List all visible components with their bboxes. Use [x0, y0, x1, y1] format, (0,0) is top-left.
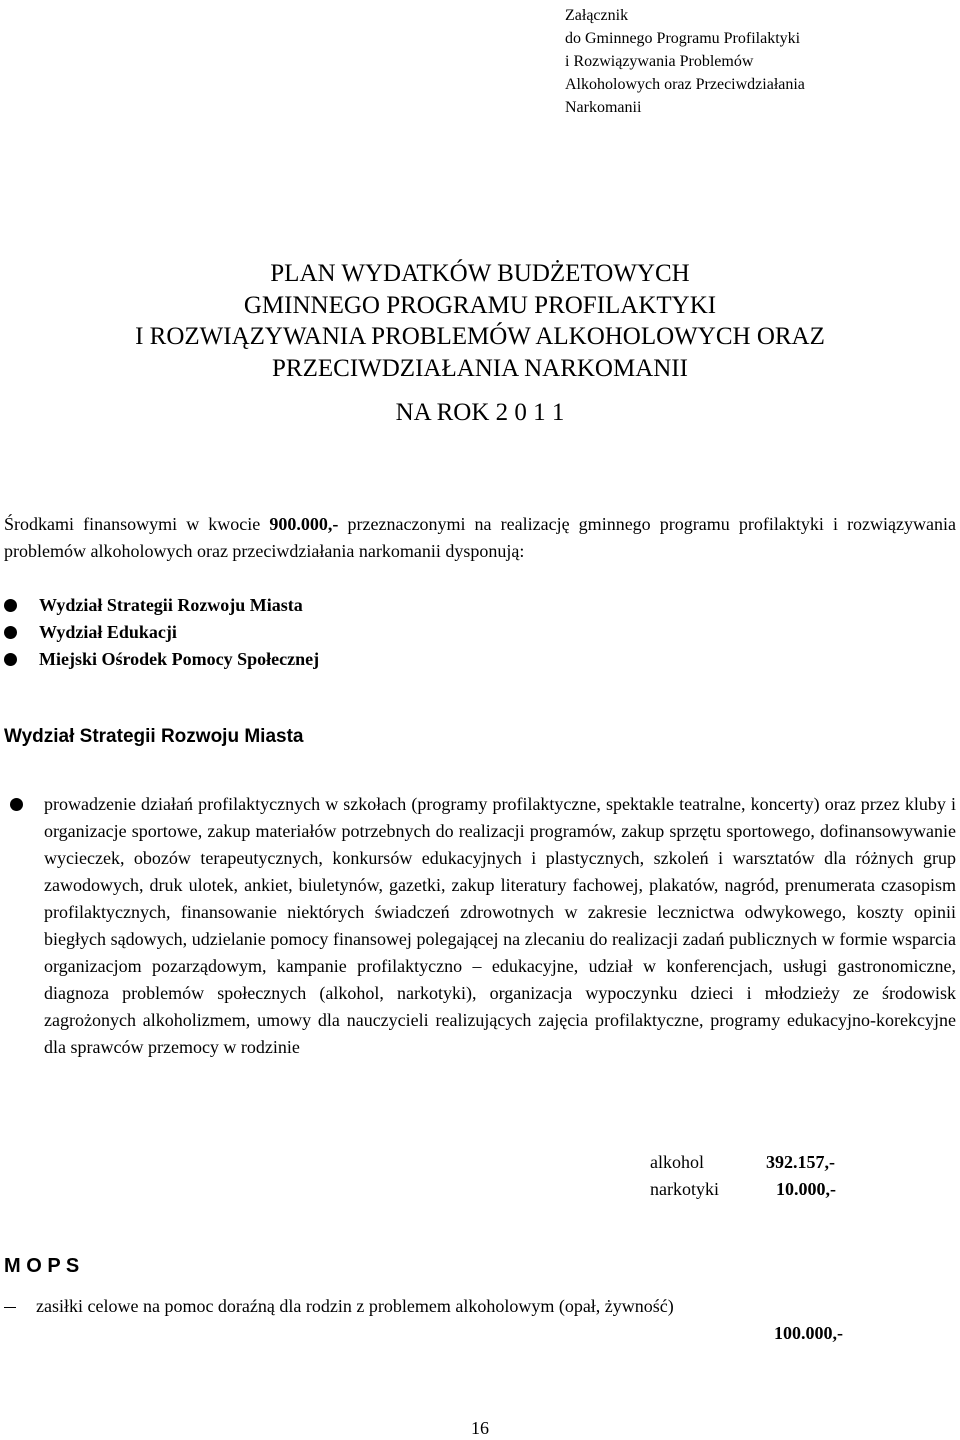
annex-note [565, 4, 805, 119]
department-name: Wydział Edukacji [39, 622, 177, 642]
document-title [0, 258, 960, 384]
title-line: I ROZWIĄZYWANIA PROBLEMÓW ALKOHOLOWYCH ORAZ [135, 323, 825, 350]
title-line: GMINNEGO PROGRAMU PROFILAKTYKI [243, 291, 717, 319]
strategy-item-text: prowadzenie działań profilaktycznych w szkołach (programy profilaktyczne, spektakle teatralne, koncerty) oraz przez kluby i organizacje sportowe, zakup materiałów potrzebnych do realizacji programów, zakup sprzętu sportowego, dofinansowywanie wycieczek, obozów terapeutycznych, konkursów edukacyjnych i plastycznych, szkoleń i warsztatów dla różnych grup zawodowych, druk ulotek, ankiet, biuletynów, gazetki, zakup literatury fachowej, plakatów, nagród, prenumerata czasopism profilaktycznych, finansowanie niektórych świadczeń zdrowotnych w zakresie lecznictwa odwykowego, koszty opinii biegłych sądowych, udzielanie pomocy finansowej polegającej na zlecaniu do realizacji zadań publicznych w formie wsparcia organizacjom pozarządowym, kampanie profilaktyczno – edukacyjne, udział w konferencjach, usługi gastronomiczne, diagnoza problemów społecznych (alkohol, narkotyki), organizacja wypoczynku dzieci i młodzieży ze środowisk zagrożonych alkoholizmem, umowy dla nauczycieli realizujących zajęcia profilaktyczne, programy edukacyjno-korekcyjne dla sprawców przemocy w rodzinie [44, 794, 956, 1057]
amount-value-alcohol: 392.157,- [766, 1152, 835, 1172]
intro-text-start: Środkami finansowymi w kwocie [4, 514, 270, 534]
bullet-icon [4, 626, 17, 639]
bullet-icon [4, 653, 17, 666]
annex-line: Alkoholowych oraz Przeciwdziałania [565, 76, 805, 93]
intro-text-end: przeznaczonymi na realizację gminnego programu profilaktyki i rozwiązywania problemów alkoholowych oraz przeciwdziałania narkomanii dysponują: [4, 514, 957, 561]
mops-item [4, 1293, 674, 1320]
amount-label-alcohol: alkohol [650, 1152, 704, 1172]
title-line: PRZECIWDZIAŁANIA NARKOMANII [272, 354, 688, 382]
department-name: Wydział Strategii Rozwoju Miasta [39, 595, 303, 615]
title-line: PLAN WYDATKÓW BUDŻETOWYCH [270, 260, 690, 287]
intro-amount: 900.000,- [269, 514, 339, 534]
annex-line: Narkomanii [565, 99, 642, 116]
department-name: Miejski Ośrodek Pomocy Społecznej [39, 649, 320, 669]
intro-paragraph [4, 511, 956, 565]
amount-value-drugs: 10.000,- [776, 1179, 836, 1199]
mops-item-text: zasiłki celowe na pomoc doraźną dla rodzin z problemem alkoholowym (opał, żywność) [36, 1296, 674, 1316]
department-item [4, 619, 319, 646]
page-number: 16 [471, 1418, 489, 1438]
section-heading-strategy: Wydział Strategii Rozwoju Miasta [4, 726, 304, 747]
mops-amount: 100.000,- [774, 1323, 843, 1343]
bullet-icon [4, 599, 17, 612]
amount-label-drugs: narkotyki [650, 1179, 719, 1199]
annex-line: do Gminnego Programu Profilaktyki [565, 30, 801, 47]
section-heading-mops: M O P S [4, 1255, 80, 1277]
bullet-icon [10, 798, 23, 811]
annex-line: Załącznik [565, 7, 629, 24]
department-list [4, 592, 319, 673]
dash-icon [4, 1307, 16, 1308]
department-item [4, 592, 319, 619]
year-heading: NA ROK 2 0 1 1 [395, 399, 565, 426]
annex-line: i Rozwiązywania Problemów [565, 53, 754, 70]
department-item [4, 646, 319, 673]
